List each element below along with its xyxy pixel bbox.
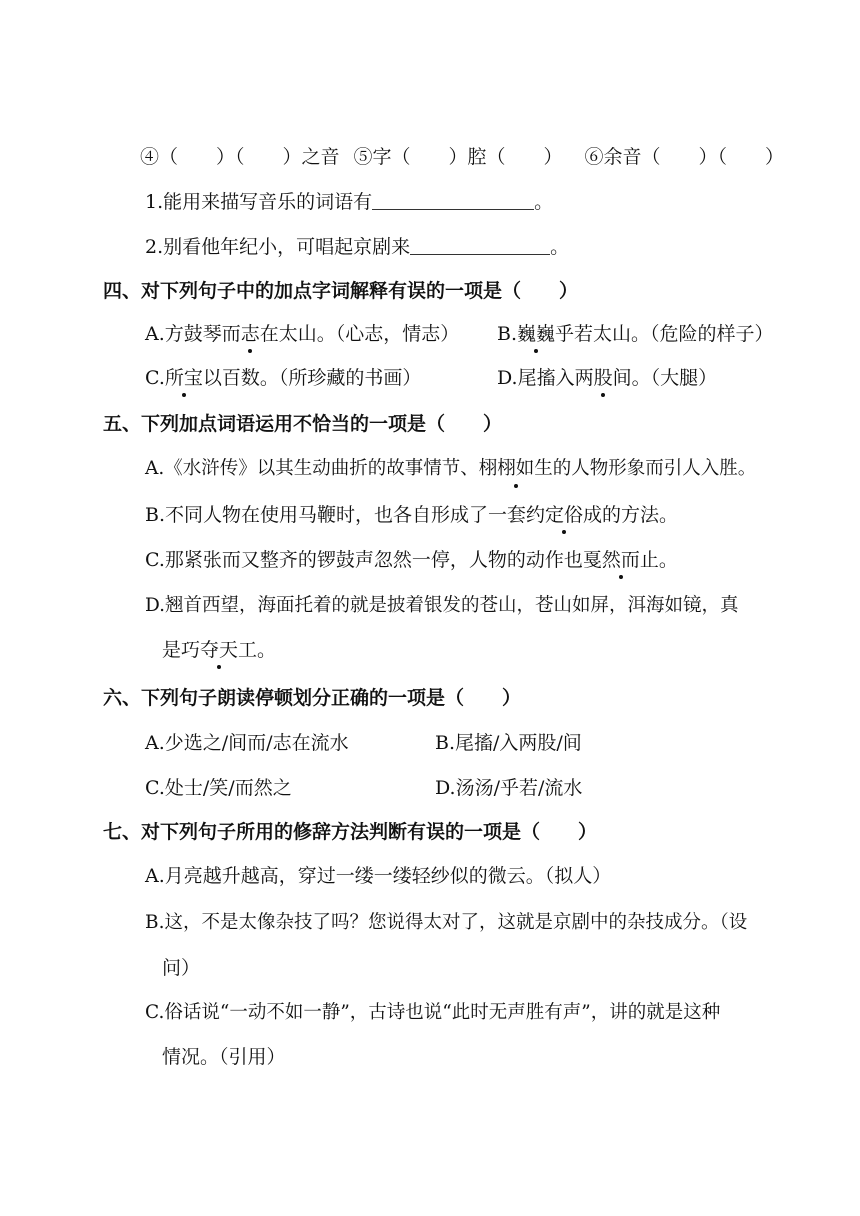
q7-option-c-line1: C.俗话说“一动不如一静”，古诗也说“此时无声胜有声”，讲的就是这种 — [145, 1002, 721, 1023]
q5-option-a — [145, 457, 756, 481]
q3-options-row — [140, 145, 784, 169]
q5-a-dotted-word: 栩栩如生 — [478, 458, 553, 479]
q6-option-c: C.处士/笑/而然之 — [145, 777, 292, 799]
q4-option-d — [497, 366, 717, 390]
q5-d-dotted-word: 巧夺天工 — [181, 639, 258, 661]
q3-sub-2-end: 。 — [550, 236, 570, 258]
answer-blank[interactable] — [410, 236, 550, 255]
q3-item-5: ⑤字（ ）腔（ ） — [353, 146, 563, 168]
q5-d-pre: 是 — [162, 639, 182, 661]
q6-option-b: B.尾搐/入两股/间 — [435, 732, 582, 754]
q4-c-dotted-word: 所宝 — [164, 367, 203, 389]
q5-option-d-line1: D.翘首西望，海面托着的就是披着银发的苍山，苍山如屏，洱海如镜，真 — [145, 595, 739, 616]
q4-d-post: 间。（大腿） — [612, 367, 718, 389]
q4-d-pre: D.尾搐入两 — [497, 367, 594, 389]
q5-b-dotted-word: 约定俗成 — [526, 504, 603, 526]
q5-a-post: 的人物形象而引人入胜。 — [552, 458, 757, 479]
q5-a-pre: A.《水浒传》以其生动曲折的故事情节、 — [145, 458, 479, 479]
q5-c-post: 。 — [658, 549, 678, 571]
q4-d-dotted-word: 股 — [593, 367, 613, 389]
answer-blank[interactable] — [372, 191, 534, 210]
q4-b-pre: B. — [497, 323, 518, 345]
q4-a-dotted-word: 志 — [240, 323, 260, 345]
q5-option-d-line2 — [162, 638, 276, 662]
q4-option-a — [145, 322, 459, 346]
q4-option-c — [145, 366, 421, 390]
q5-d-post: 。 — [257, 639, 277, 661]
q5-option-c — [145, 548, 678, 572]
q6-option-a: A.少选之/间而/志在流水 — [145, 732, 349, 754]
q3-item-6: ⑥余音（ ）（ ） — [584, 146, 785, 168]
q7-title: 七、对下列句子所用的修辞方法判断有误的一项是（ ） — [103, 821, 598, 843]
q7-option-c-line2: 情况。（引用） — [162, 1046, 286, 1068]
q3-sub-1-text: 1.能用来描写音乐的词语有 — [145, 191, 373, 213]
q7-option-a: A.月亮越升越高，穿过一缕一缕轻纱似的微云。（拟人） — [145, 865, 612, 887]
q5-title: 五、下列加点词语运用不恰当的一项是（ ） — [103, 413, 503, 435]
q3-sub-1 — [145, 190, 553, 214]
q5-option-b — [145, 503, 678, 527]
q5-c-pre: C.那紧张而又整齐的锣鼓声忽然一停，人物的动作也 — [145, 549, 583, 571]
q4-a-pre: A.方鼓琴而 — [145, 323, 241, 345]
q6-title: 六、下列句子朗读停顿划分正确的一项是（ ） — [103, 687, 522, 709]
q5-c-dotted-word: 戛然而止 — [582, 549, 659, 571]
q7-option-b-line2: 问） — [162, 957, 201, 979]
q4-a-post: 在太山。（心志，情志） — [259, 323, 460, 345]
q6-option-d: D.汤汤/乎若/流水 — [435, 777, 583, 799]
q4-title: 四、对下列句子中的加点字词解释有误的一项是（ ） — [103, 280, 579, 302]
q3-sub-2 — [145, 235, 569, 259]
q3-item-4: ④（ ）（ ）之音 — [140, 146, 340, 168]
q3-sub-2-text: 2.别看他年纪小，可唱起京剧来 — [145, 236, 411, 258]
q5-b-pre: B.不同人物在使用马鞭时，也各自形成了一套 — [145, 504, 527, 526]
q4-b-dotted-word: 巍巍 — [517, 323, 556, 345]
q3-sub-1-end: 。 — [534, 191, 554, 213]
q4-c-pre: C. — [145, 367, 165, 389]
q5-b-post: 的方法。 — [602, 504, 679, 526]
q4-c-post: 以百数。（所珍藏的书画） — [202, 367, 422, 389]
q7-option-b-line1: B.这，不是太像杂技了吗？您说得太对了，这就是京剧中的杂技成分。（设 — [145, 912, 748, 933]
q4-b-post: 乎若太山。（危险的样子） — [555, 323, 774, 345]
q4-option-b — [497, 322, 774, 346]
